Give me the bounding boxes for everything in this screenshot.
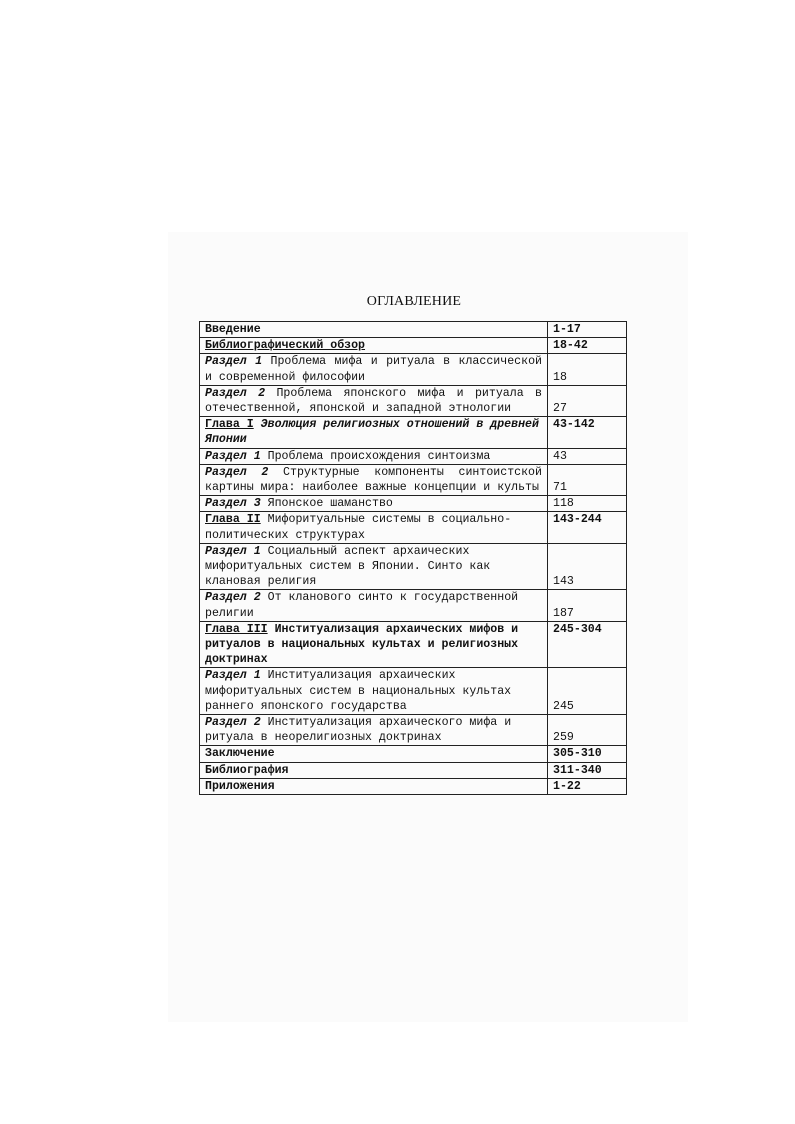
chapter-title: Мифоритуальные системы в социально-политических структурах <box>205 513 512 542</box>
toc-page-range: 143-244 <box>548 512 627 543</box>
toc-row-section <box>200 715 627 746</box>
toc-row-section <box>200 543 627 590</box>
toc-row-bibliography <box>200 762 627 778</box>
section-prefix: Раздел 2 <box>205 386 266 400</box>
section-title: Проблема японского мифа и ритуала в отечественной, японской и западной этнологии <box>205 386 542 416</box>
chapter-prefix: Глава I <box>205 418 254 432</box>
toc-page-range: 18-42 <box>548 338 627 354</box>
toc-row-introduction <box>200 322 627 338</box>
table-of-contents <box>199 321 627 795</box>
section-title: Структурные компоненты синтоистской картины мира: наиболее важные концепции и культы <box>205 465 542 495</box>
section-prefix: Раздел 1 <box>205 355 263 369</box>
toc-page-number: 259 <box>548 715 627 746</box>
toc-page-range: 311-340 <box>548 762 627 778</box>
toc-page-number: 27 <box>548 385 627 416</box>
toc-entry-label: Приложения <box>205 779 275 793</box>
toc-page-range: 305-310 <box>548 746 627 762</box>
toc-page-range: 245-304 <box>548 621 627 668</box>
toc-page-range: 1-17 <box>548 322 627 338</box>
toc-page-range: 1-22 <box>548 778 627 794</box>
section-title: Институализация архаических мифоритуальных систем в национальных культах раннего японского государства <box>205 669 512 713</box>
section-title: Институализация архаического мифа и ритуала в неорелигиозных доктринах <box>205 716 512 745</box>
toc-row-chapter <box>200 512 627 543</box>
toc-entry-label: Заключение <box>205 747 275 761</box>
toc-page-number: 187 <box>548 590 627 621</box>
toc-row-section <box>200 385 627 416</box>
toc-row-section <box>200 590 627 621</box>
section-title: От кланового синто к государственной религии <box>205 591 519 620</box>
toc-page-range: 43-142 <box>548 417 627 448</box>
chapter-prefix: Глава II <box>205 513 261 527</box>
toc-page-number: 71 <box>548 464 627 495</box>
toc-row-conclusion <box>200 746 627 762</box>
toc-entry-label: Библиографический обзор <box>205 339 366 353</box>
toc-row-section <box>200 448 627 464</box>
toc-row-bibliographic-review <box>200 338 627 354</box>
toc-row-section <box>200 668 627 715</box>
chapter-title: Эволюция религиозных отношений в древней Японии <box>205 418 539 447</box>
section-prefix: Раздел 1 <box>205 669 261 683</box>
section-prefix: Раздел 2 <box>205 716 261 730</box>
section-title: Социальный аспект архаических мифоритуальных систем в Японии. Синто как клановая религия <box>205 544 491 589</box>
chapter-title: Институализация архаических мифов и ритуалов в национальных культах и религиозных доктринах <box>205 622 519 667</box>
section-prefix: Раздел 3 <box>205 497 261 511</box>
toc-row-section <box>200 354 627 385</box>
toc-page-number: 118 <box>548 496 627 512</box>
toc-page-number: 245 <box>548 668 627 715</box>
toc-page-number: 143 <box>548 543 627 590</box>
toc-row-chapter <box>200 621 627 668</box>
toc-row-chapter <box>200 417 627 448</box>
toc-entry-label: Введение <box>205 323 261 336</box>
toc-row-section <box>200 464 627 495</box>
page-title: ОГЛАВЛЕНИЕ <box>366 294 462 309</box>
toc-entry-label: Библиография <box>205 763 289 777</box>
section-prefix: Раздел 1 <box>205 449 261 463</box>
toc-page-number: 18 <box>548 354 627 385</box>
section-prefix: Раздел 1 <box>205 544 261 558</box>
chapter-prefix: Глава III <box>205 622 268 636</box>
section-prefix: Раздел 2 <box>205 591 261 605</box>
toc-row-section <box>200 496 627 512</box>
section-title: Японское шаманство <box>267 497 393 511</box>
toc-row-appendices <box>200 778 627 794</box>
section-title: Проблема происхождения синтоизма <box>267 449 491 463</box>
toc-page-number: 43 <box>548 448 627 464</box>
section-prefix: Раздел 2 <box>205 465 269 479</box>
section-title: Проблема мифа и ритуала в классической и современной философии <box>205 355 542 384</box>
